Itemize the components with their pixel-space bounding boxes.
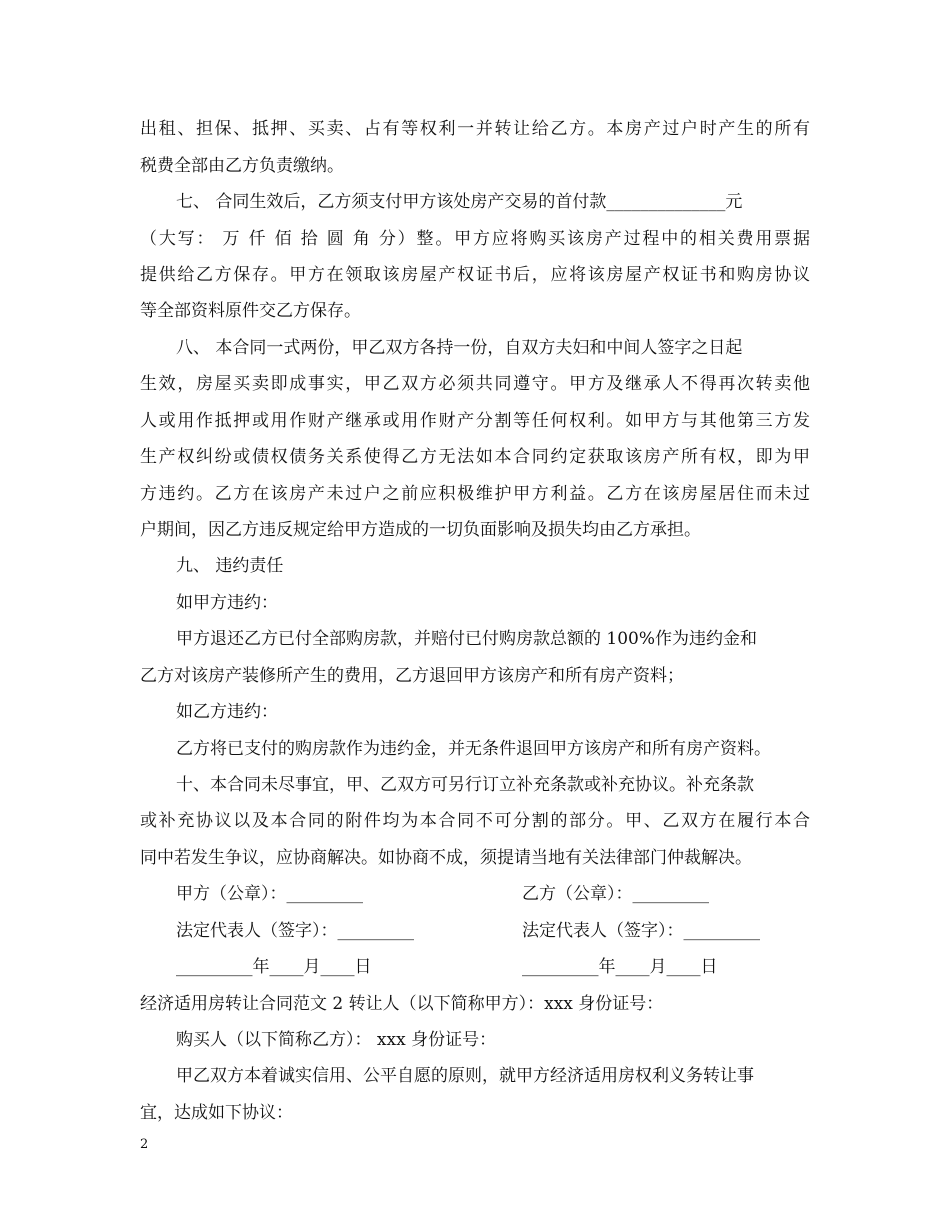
party-a-date: _________年____月____日 [176,957,372,977]
paragraph-line: 或补充协议以及本合同的附件均为本合同不可分割的部分。甲、乙双方在履行本合 [140,811,810,831]
clause-8-line: 八、 本合同一式两份，甲乙双方各持一份，自双方夫妇和中间人签字之日起 [176,338,743,358]
clause-7-line: 七、 合同生效后，乙方须支付甲方该处房产交易的首付款______________元 [176,192,743,212]
paragraph-line: 等全部资料原件交乙方保存。 [140,301,361,321]
party-b-date: _________年____月____日 [522,957,718,977]
party-a-breach-heading: 如甲方违约： [176,593,278,613]
paragraph-line: 宜，达成如下协议： [140,1103,293,1123]
paragraph-line: 出租、担保、抵押、买卖、占有等权利一并转让给乙方。本房产过户时产生的所有 [140,119,810,139]
party-a-representative: 法定代表人（签字）：_________ [176,921,414,941]
paragraph-line: 方违约。乙方在该房产未过户之前应积极维护甲方利益。乙方在该房屋居住而未过 [140,484,810,504]
paragraph-line: 人或用作抵押或用作财产继承或用作财产分割等任何权利。如甲方与其他第三方发 [140,411,810,431]
paragraph-line: 生效，房屋买卖即成事实，甲乙双方必须共同遵守。甲方及继承人不得再次转卖他 [140,374,810,394]
paragraph-line: 提供给乙方保存。甲方在领取该房屋产权证书后，应将该房屋产权证书和购房协议 [140,265,810,285]
clause-9-heading: 九、 违约责任 [176,556,284,576]
paragraph-line: 生产权纠纷或债权债务关系使得乙方无法如本合同约定获取该房产所有权，即为甲 [140,447,810,467]
paragraph-line: 甲方退还乙方已付全部购房款，并赔付已付购房款总额的 100%作为违约金和 [176,629,758,649]
buyer-line: 购买人（以下简称乙方）： xxx 身份证号： [176,1030,497,1050]
paragraph-line: 甲乙双方本着诚实信用、公平自愿的原则，就甲方经济适用房权利义务转让事 [176,1066,754,1086]
sample-2-title-line: 经济适用房转让合同范文 2 转让人（以下简称甲方）：xxx 身份证号： [140,994,664,1014]
paragraph-line: 户期间，因乙方违反规定给甲方造成的一切负面影响及损失均由乙方承担。 [140,520,701,540]
paragraph-line: 同中若发生争议，应协商解决。如协商不成，须提请当地有关法律部门仲裁解决。 [140,848,752,868]
page-number: 2 [140,1137,149,1152]
party-b-representative: 法定代表人（签字）：_________ [522,921,760,941]
party-b-breach-heading: 如乙方违约： [176,702,278,722]
paragraph-line: （大写： 万 仟 佰 拾 圆 角 分）整。甲方应将购买该房产过程中的相关费用票据 [140,229,810,249]
party-b-seal: 乙方（公章）：_________ [522,884,709,904]
paragraph-line: 税费全部由乙方负责缴纳。 [140,156,344,176]
party-a-seal: 甲方（公章）：_________ [176,884,363,904]
paragraph-line: 乙方对该房产装修所产生的费用，乙方退回甲方该房产和所有房产资料； [140,666,684,686]
clause-10-line: 十、本合同未尽事宜，甲、乙双方可另行订立补充条款或补充协议。补充条款 [176,775,754,795]
paragraph-line: 乙方将已支付的购房款作为违约金，并无条件退回甲方该房产和所有房产资料。 [176,739,771,759]
